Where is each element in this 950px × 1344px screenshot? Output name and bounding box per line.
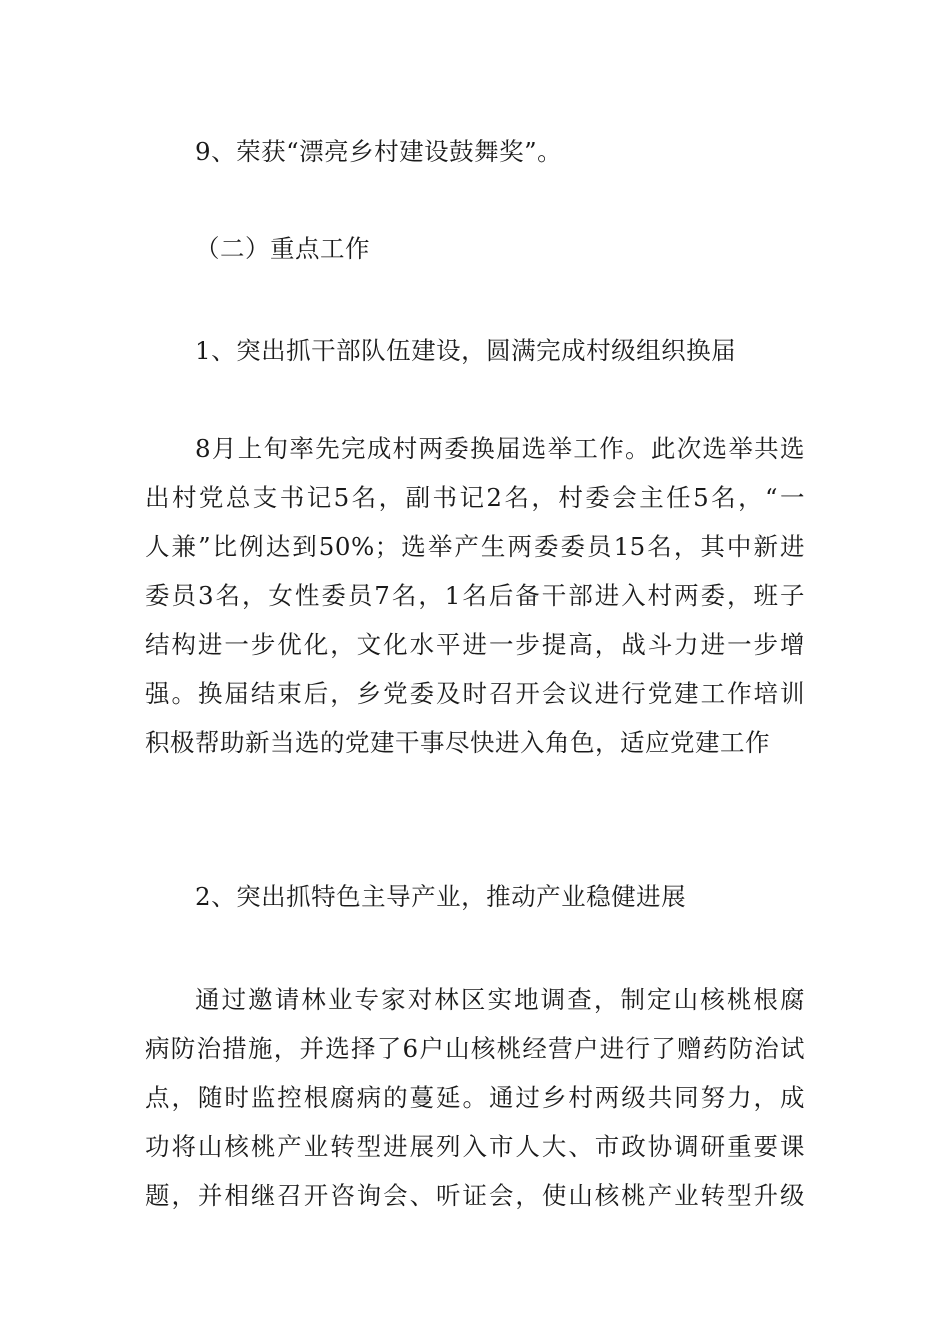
section-heading <box>145 224 805 273</box>
item1-heading <box>145 326 805 375</box>
paragraph-line: 强。换届结束后，乡党委及时召开会议进行党建工作培训 <box>145 679 805 708</box>
item1-heading-text: 1、突出抓干部队伍建设，圆满完成村级组织换届 <box>195 336 737 365</box>
paragraph-line: 结构进一步优化，文化水平进一步提高，战斗力进一步增 <box>145 630 805 659</box>
paragraph-line: 题，并相继召开咨询会、听证会，使山核桃产业转型升级 <box>145 1181 805 1210</box>
section-heading-text: （二）重点工作 <box>195 234 370 263</box>
paragraph-line: 积极帮助新当选的党建干事尽快进入角色，适应党建工作 <box>145 728 770 757</box>
paragraph-line: 8月上旬率先完成村两委换届选举工作。此次选举共选 <box>195 434 805 463</box>
item2-heading-text: 2、突出抓特色主导产业，推动产业稳健进展 <box>195 882 687 911</box>
item2-heading <box>145 872 805 921</box>
award-item-text: 9、荣获“漂亮乡村建设鼓舞奖”。 <box>195 137 563 166</box>
paragraph-line: 通过邀请林业专家对林区实地调查，制定山核桃根腐 <box>195 985 805 1014</box>
paragraph-line: 委员3名，女性委员7名，1名后备干部进入村两委，班子 <box>145 581 805 610</box>
paragraph-line: 病防治措施，并选择了6户山核桃经营户进行了赠药防治试 <box>145 1034 805 1063</box>
paragraph-line: 人兼”比例达到50%；选举产生两委委员15名，其中新进 <box>145 532 805 561</box>
paragraph-line: 功将山核桃产业转型进展列入市人大、市政协调研重要课 <box>145 1132 805 1161</box>
item2-paragraph <box>145 975 805 1220</box>
paragraph-line: 出村党总支书记5名，副书记2名，村委会主任5名，“一 <box>145 483 805 512</box>
paragraph-line: 点，随时监控根腐病的蔓延。通过乡村两级共同努力，成 <box>145 1083 805 1112</box>
award-item <box>145 127 805 176</box>
item1-paragraph <box>145 424 805 767</box>
